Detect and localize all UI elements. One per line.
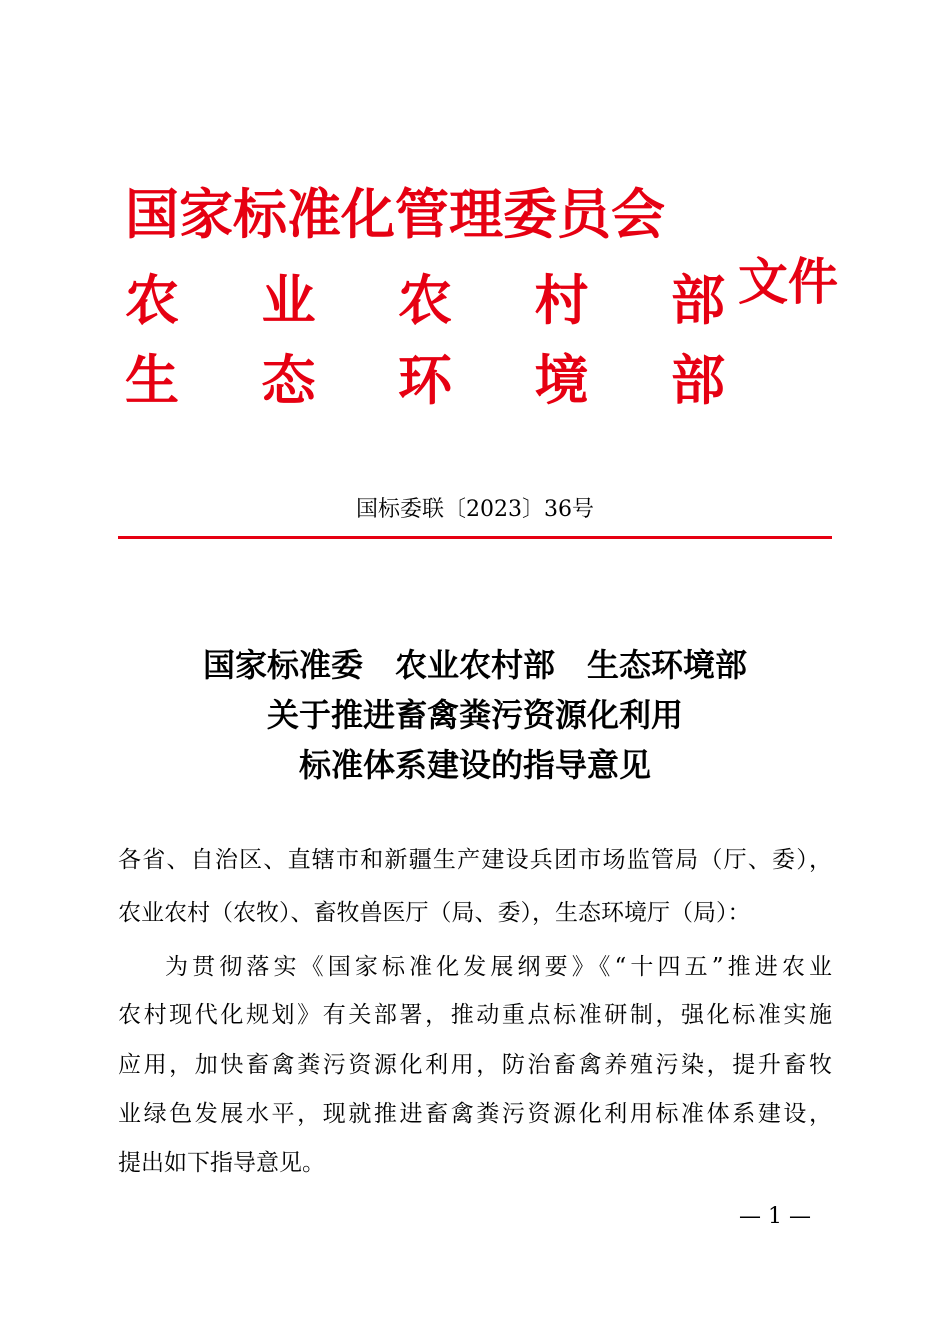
- issuer-char: 业: [261, 268, 316, 332]
- issuer-char: 农: [398, 268, 452, 332]
- document-suffix: 文件: [738, 252, 838, 311]
- issuer-name-sac: 国家标准化管理委员会: [125, 182, 665, 246]
- issuer-line-2: [125, 268, 725, 332]
- red-divider: [118, 536, 832, 539]
- paragraph-line: 农村现代化规划》有关部署，推动重点标准研制，强化标准实施: [118, 1002, 832, 1028]
- paragraph-line: 应用，加快畜禽粪污资源化利用，防治畜禽养殖污染，提升畜牧: [118, 1052, 832, 1078]
- paragraph-line: 业绿色发展水平，现就推进畜禽粪污资源化利用标准体系建设，: [118, 1101, 832, 1127]
- issuer-char: 境: [534, 348, 589, 412]
- title-line-3: 标准体系建设的指导意见: [298, 746, 651, 784]
- title-line-2: 关于推进畜禽粪污资源化利用: [266, 696, 683, 734]
- issuer-char: 环: [398, 348, 452, 412]
- issuer-line-1: [125, 182, 725, 246]
- addressee-line-2: 农业农村（农牧）、畜牧兽医厅（局、委），生态环境厅（局）：: [118, 900, 751, 926]
- issuer-char: 部: [671, 268, 725, 332]
- paragraph-line: 为贯彻落实《国家标准化发展纲要》《“十四五”推进农业: [165, 954, 832, 980]
- issuer-char: 农: [125, 268, 179, 332]
- issuer-char: 态: [261, 348, 316, 412]
- document-number: 国标委联〔2023〕36号: [356, 497, 594, 522]
- page-number: — 1 —: [739, 1204, 811, 1229]
- issuer-line-3: [125, 348, 725, 412]
- issuer-char: 生: [125, 348, 179, 412]
- addressee-line-1: 各省、自治区、直辖市和新疆生产建设兵团市场监管局（厅、委），: [118, 847, 832, 873]
- paragraph-line: 提出如下指导意见。: [118, 1150, 325, 1176]
- title-line-1: 国家标准委 农业农村部 生态环境部: [202, 646, 747, 684]
- issuer-char: 村: [534, 268, 589, 332]
- issuer-char: 部: [671, 348, 725, 412]
